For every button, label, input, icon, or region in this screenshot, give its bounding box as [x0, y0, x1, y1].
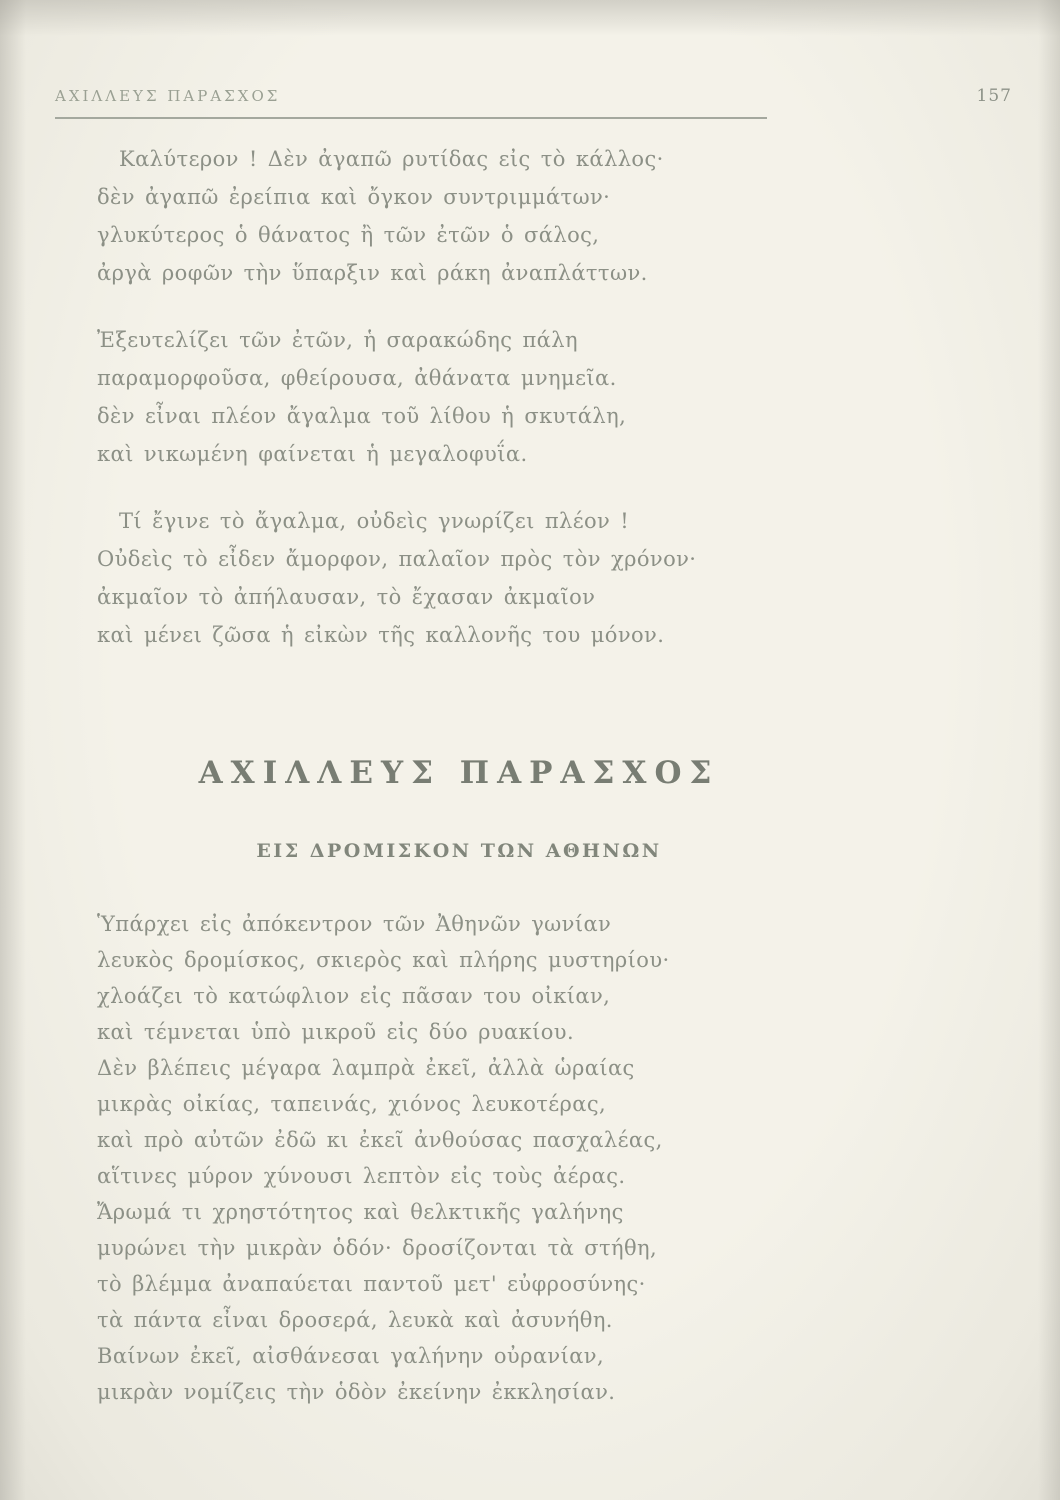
poem-line: Βαίνων ἐκεῖ, αἰσθάνεσαι γαλήνην οὐρανίαν, [97, 1344, 605, 1368]
stanza-1 [97, 140, 821, 292]
poem-line: Ἄρωμά τι χρηστότητος καὶ θελκτικῆς γαλήνης [97, 1200, 624, 1224]
header-rule [55, 117, 767, 119]
poem-line: Τί ἔγινε τὸ ἄγαλμα, οὐδεὶς γνωρίζει πλέον ! [119, 509, 630, 533]
poem-line: Οὐδεὶς τὸ εἶδεν ἄμορφον, παλαῖον πρὸς τὸν χρόνον· [97, 547, 697, 571]
poem-line: καὶ νικωμένη φαίνεται ἡ μεγαλοφυΐα. [97, 442, 528, 466]
page-content [97, 140, 821, 1410]
poem-line: χλοάζει τὸ κατώφλιον εἰς πᾶσαν του οἰκίαν, [97, 984, 611, 1008]
poem-line: Καλύτερον ! Δὲν ἀγαπῶ ρυτίδας εἰς τὸ κάλλος· [119, 147, 664, 171]
poem-line: μυρώνει τὴν μικρὰν ὁδόν· δροσίζονται τὰ στήθη, [97, 1236, 658, 1260]
poem-line: μικρὰς οἰκίας, ταπεινάς, χιόνος λευκοτέρας, [97, 1092, 607, 1116]
poem-line: λευκὸς δρομίσκος, σκιερὸς καὶ πλήρης μυστηρίου· [97, 948, 670, 972]
running-title: ΑΧΙΛΛΕΥΣ ΠΑΡΑΣΧΟΣ [55, 87, 281, 105]
poem-line: δὲν ἀγαπῶ ἐρείπια καὶ ὄγκον συντριμμάτων· [97, 185, 611, 209]
poem-line: Δὲν βλέπεις μέγαρα λαμπρὰ ἐκεῖ, ἀλλὰ ὡραίας [97, 1056, 635, 1080]
poem-line: καὶ πρὸ αὐτῶν ἐδῶ κι ἐκεῖ ἀνθούσας πασχαλέας, [97, 1128, 663, 1152]
poem-line: καὶ τέμνεται ὑπὸ μικροῦ εἰς δύο ρυακίου. [97, 1020, 575, 1044]
stanza-3 [97, 502, 821, 654]
poem-first [97, 140, 821, 654]
poem-line: τὰ πάντα εἶναι δροσερά, λευκὰ καὶ ἀσυνήθη. [97, 1308, 613, 1332]
poem-line: ἀργὰ ροφῶν τὴν ὕπαρξιν καὶ ράκη ἀναπλάττων. [97, 261, 648, 285]
poem-line: τὸ βλέμμα ἀναπαύεται παντοῦ μετ' εὐφροσύνης· [97, 1272, 646, 1296]
page-header [55, 86, 1012, 106]
scan-edge-top [0, 0, 1060, 36]
poem-line: ἀκμαῖον τὸ ἀπήλαυσαν, τὸ ἔχασαν ἀκμαῖον [97, 585, 596, 609]
scan-edge-right [1038, 0, 1060, 1500]
poem-line: δὲν εἶναι πλέον ἄγαλμα τοῦ λίθου ἡ σκυτάλη, [97, 404, 627, 428]
stanza-2 [97, 321, 821, 473]
poem-second [97, 906, 821, 1410]
poem-line: αἵτινες μύρον χύνουσι λεπτὸν εἰς τοὺς ἀέρας. [97, 1164, 626, 1188]
scan-edge-left [0, 0, 26, 1500]
section-title: ΑΧΙΛΛΕΥΣ ΠΑΡΑΣΧΟΣ [198, 755, 720, 791]
poem-line: μικρὰν νομίζεις τὴν ὁδὸν ἐκείνην ἐκκλησίαν. [97, 1380, 616, 1404]
section-subtitle: ΕΙΣ ΔΡΟΜΙΣΚΟΝ ΤΩΝ ΑΘΗΝΩΝ [256, 840, 662, 862]
poem-line: Ἐξευτελίζει τῶν ἐτῶν, ἡ σαρακώδης πάλη [97, 328, 578, 352]
poem-line: γλυκύτερος ὁ θάνατος ἢ τῶν ἐτῶν ὁ σάλος, [97, 223, 600, 247]
poem-line: καὶ μένει ζῶσα ἡ εἰκὼν τῆς καλλονῆς του μόνον. [97, 623, 665, 647]
poem-line: Ὑπάρχει εἰς ἀπόκεντρον τῶν Ἀθηνῶν γωνίαν [97, 912, 612, 936]
page-number: 157 [976, 86, 1012, 106]
poem-line: παραμορφοῦσα, φθείρουσα, ἀθάνατα μνημεῖα. [97, 366, 617, 390]
